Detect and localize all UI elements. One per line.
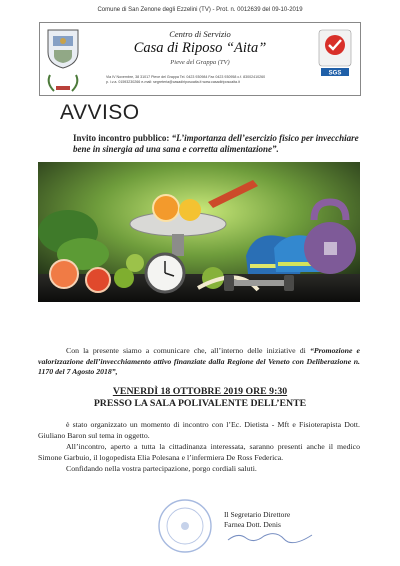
- contact-line: Via IV Novembre, 38 31017 Pieve del Grappa Tel. 0423 930984 Fax 0423 930958 c.f. 83002410260: [106, 75, 266, 79]
- official-stamp-icon: [150, 496, 220, 556]
- laurel-icon: [44, 73, 82, 93]
- service-center-label: Centro di Servizio: [169, 29, 231, 39]
- certification-logo-icon: [318, 29, 352, 77]
- invitation-topic: “L’importanza dell’esercizio fisico per invecchiare bene in sinergia ad una sana e corretta alimentazione”.: [73, 133, 359, 154]
- initiative-title: “Promozione e valorizzazione dell’invecchiamento attivo finanziate dalla Regione del Veneto con Deliberazione n. 1170 del 7 Agosto 2018”,: [38, 346, 360, 376]
- page-title: AVVISO: [60, 101, 140, 124]
- contact-block: [106, 75, 306, 85]
- body-paragraphs: [38, 420, 360, 475]
- handwritten-signature-icon: [224, 530, 324, 544]
- event-location: PRESSO LA SALA POLIVALENTE DELL’ENTE: [93, 398, 307, 409]
- invitation-lead: Invito incontro pubblico:: [73, 133, 172, 143]
- signer-name: Farnea Dott. Denis: [224, 520, 281, 529]
- closing-paragraph: Confidando nella vostra partecipazione, porgo cordiali saluti.: [66, 464, 257, 473]
- fitness-nutrition-photo: [38, 162, 360, 302]
- sgs-label: SGS: [328, 70, 342, 77]
- letterhead: [39, 22, 361, 96]
- invitation-subject: [73, 133, 363, 155]
- signature-block: [224, 510, 364, 547]
- organizer-paragraph: è stato organizzato un momento di incontro con l’Ec. Dietista - Mft e Fisioterapista Dott. Giuliano Baron sul tema in oggetto.: [38, 420, 360, 440]
- intro-paragraph: [38, 346, 360, 378]
- event-details: [0, 386, 400, 410]
- signer-role: Il Segretario Direttore: [224, 510, 291, 519]
- attendees-paragraph: All’incontro, aperto a tutta la cittadinanza interessata, saranno presenti anche il medico Simone Garbuio, il logopedista Elia Polesana e l’infermiera De Ross Federica.: [38, 442, 360, 462]
- institution-name: Casa di Riposo “Aita”: [133, 40, 267, 56]
- contact-line: p. i.v.a. 01593230266 e-mail: segreteria@casadiriposoaita.it www.casadiriposoaita.it: [106, 80, 240, 84]
- institution-place: Pieve del Grappa (TV): [170, 59, 230, 66]
- intro-text: Con la presente siamo a comunicare che, all’interno delle iniziative di: [66, 346, 310, 355]
- event-date: VENERDÌ 18 OTTOBRE 2019 ORE 9:30: [112, 386, 288, 397]
- protocol-line: Comune di San Zenone degli Ezzelini (TV) - Prot. n. 0012639 del 09-10-2019: [97, 7, 303, 13]
